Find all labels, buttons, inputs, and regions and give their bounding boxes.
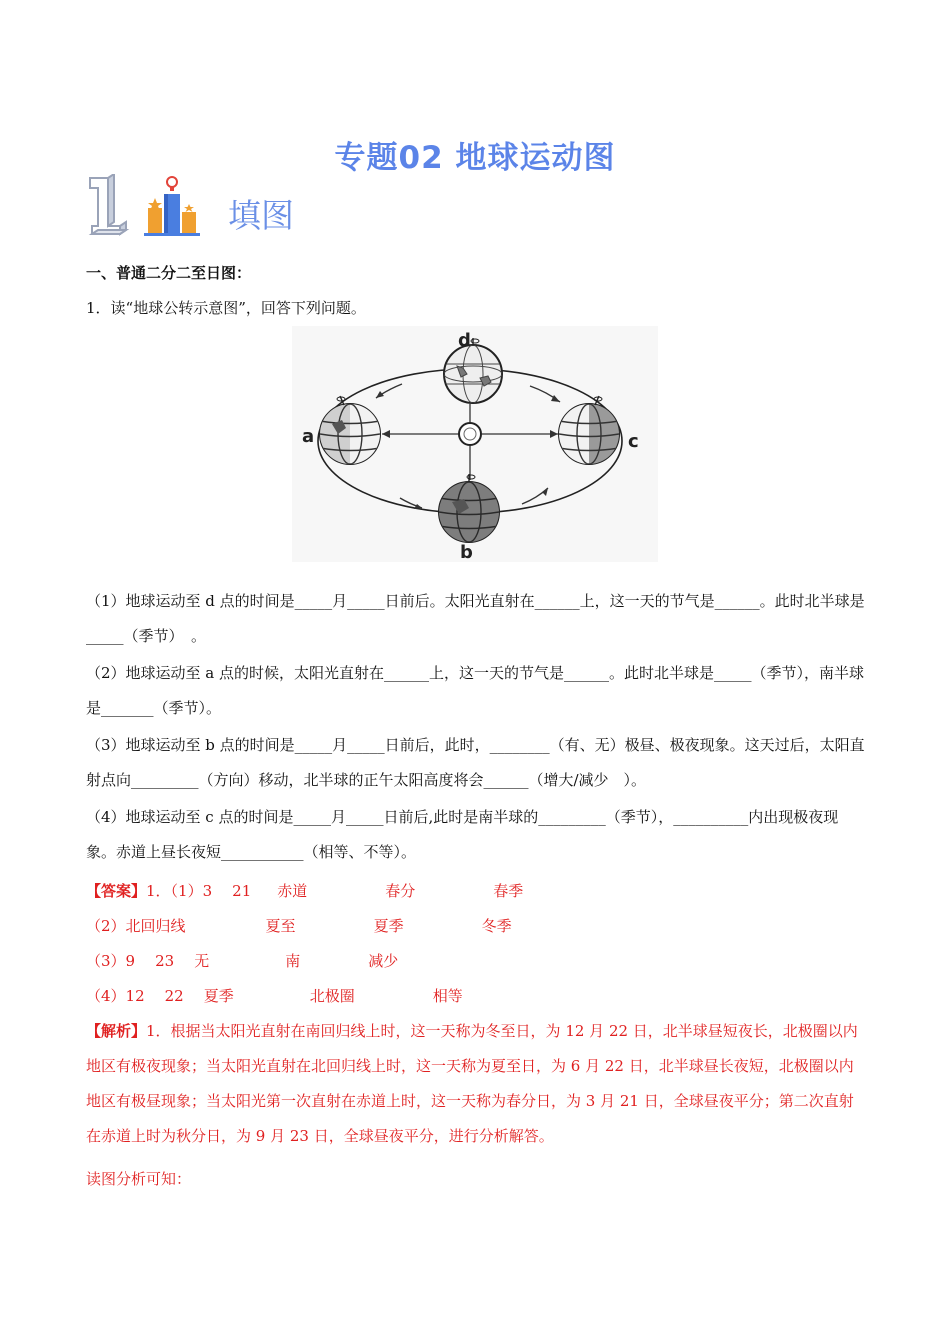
figure-label-d: d — [458, 330, 471, 351]
analysis-tag: 【解析】 — [86, 1022, 147, 1040]
numeral-one-icon — [90, 174, 126, 234]
analysis-paragraph — [86, 1014, 866, 1154]
earth-revolution-diagram — [292, 326, 658, 562]
question-part-2: （2）地球运动至 a 点的时候，太阳光直射在______上，这一天的节气是______。此时北半球是_____（季节），南半球是_______（季节）。 — [86, 664, 865, 717]
page-title: 专题02 地球运动图 — [334, 140, 616, 176]
section-banner — [86, 174, 406, 240]
answer-row-1: 【答案】1．（1）3 21 赤道 春分 春季 — [86, 882, 524, 900]
analysis-text: 1．根据当太阳光直射在南回归线上时，这一天称为冬至日，为 12 月 22 日，北半球昼短夜长，北极圈以内地区有极夜现象；当太阳光直射在北回归线上时，这一天称为夏至日，为 6 月 22 日，北半球昼长夜短，北极圈以内地区有极昼现象；当太阳光第一次直射在赤道上时，这一天称为春分日，为 3 月 21 日，全球昼夜平分；第二次直射在赤道上时为秋分日，为 9 月 23 日，全球昼夜平分，进行分析解答。 — [86, 1022, 858, 1145]
answer-row-2: （2）北回归线 夏至 夏季 冬季 — [86, 917, 512, 935]
question-part-3: （3）地球运动至 b 点的时间是_____月_____日前后，此时，________（有、无）极昼、极夜现象。这天过后，太阳直射点向_________（方向）移动，北半球的正午太阳高度将会______（增大/减少 ）。 — [86, 736, 865, 789]
banner-label: 填图 — [228, 196, 294, 235]
question-part-1: （1）地球运动至 d 点的时间是_____月_____日前后。太阳光直射在______上，这一天的节气是______。此时北半球是_____（季节） 。 — [86, 592, 865, 645]
figure-label-a: a — [302, 426, 315, 447]
answer-row-3: （3）9 23 无 南 减少 — [86, 952, 399, 970]
podium-trophy-icon — [86, 174, 226, 240]
question-part-4: （4）地球运动至 c 点的时间是_____月_____日前后,此时是南半球的_________（季节），__________内出现极夜现象。赤道上昼长夜短___________（相等、不等）。 — [86, 808, 839, 861]
figure-label-b: b — [460, 542, 473, 562]
answer-tag: 【答案】 — [86, 882, 147, 900]
section-heading: 一、普通二分二至日图： — [86, 264, 252, 282]
question-intro: 1．读“地球公转示意图”，回答下列问题。 — [86, 299, 366, 317]
figure-label-c: c — [628, 431, 639, 452]
analysis-followup: 读图分析可知： — [86, 1170, 192, 1188]
answer-row-4: （4）12 22 夏季 北极圈 相等 — [86, 987, 463, 1005]
